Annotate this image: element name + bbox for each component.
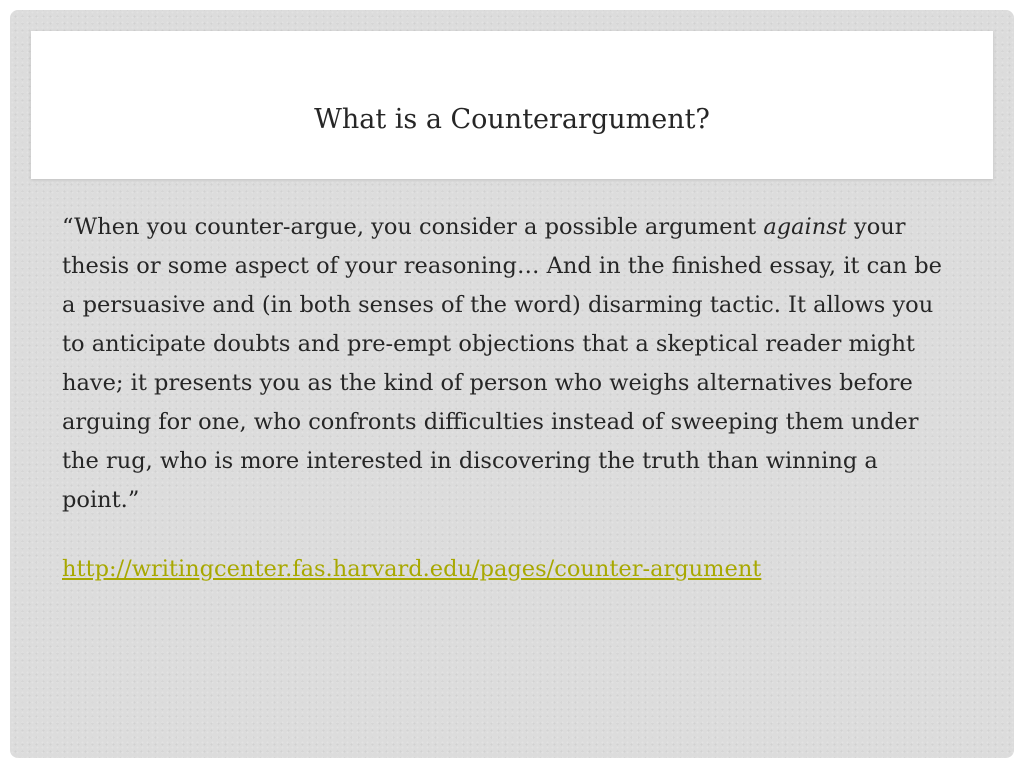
slide bbox=[10, 10, 1014, 758]
quote-text-start: “When you counter-argue, you consider a possible argument bbox=[62, 214, 764, 240]
quote-text-end: your thesis or some aspect of your reasoning… And in the finished essay, it can be a persuasive and (in both senses of the word) disarming tactic. It allows you to anticipate doubts and pre-empt objections that a skeptical reader might have; it presents you as the kind of person who weighs alternatives before arguing for one, who confronts difficulties instead of sweeping them under the rug, who is more interested in discovering the truth than winning a point.” bbox=[62, 214, 942, 513]
quote-emphasis: against bbox=[763, 214, 847, 240]
title-box bbox=[31, 31, 993, 179]
quote-paragraph bbox=[62, 208, 962, 520]
source-link[interactable]: http://writingcenter.fas.harvard.edu/pages/counter-argument bbox=[62, 556, 762, 582]
slide-title: What is a Counterargument? bbox=[314, 104, 710, 135]
